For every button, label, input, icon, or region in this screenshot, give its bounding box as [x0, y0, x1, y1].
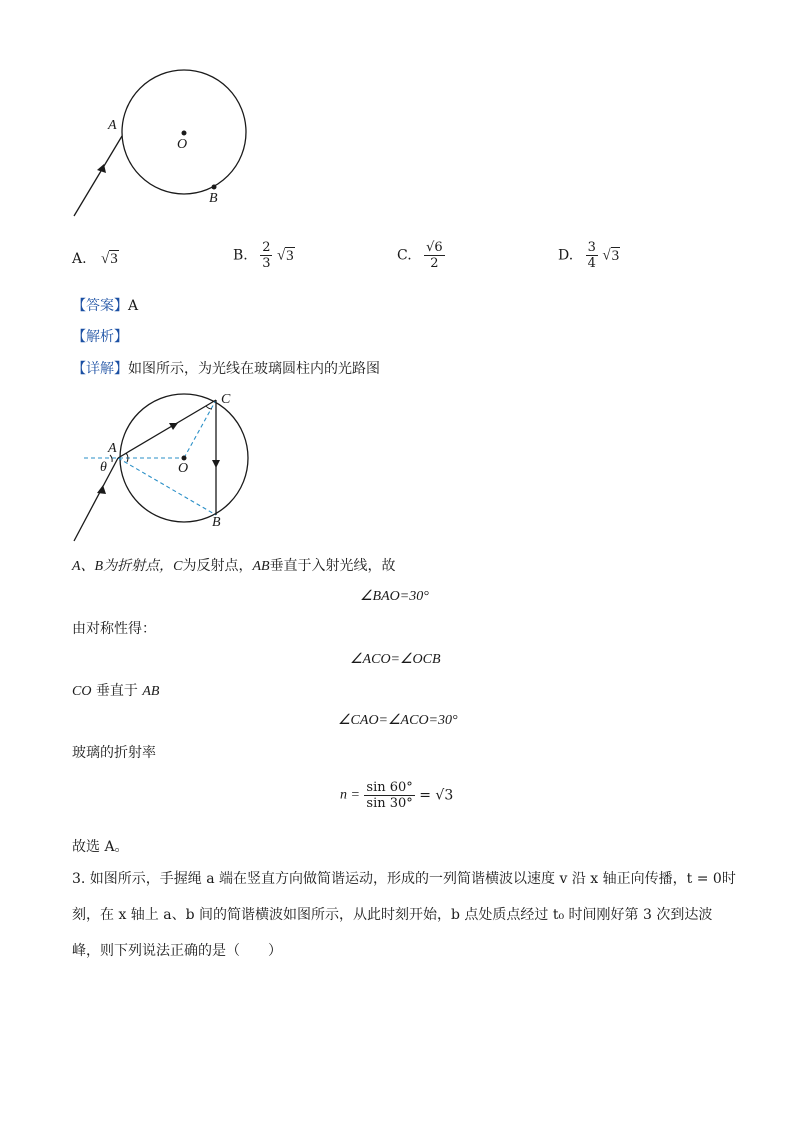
l1-mid: 为反射点，	[182, 558, 253, 574]
option-b-denominator: 3	[262, 256, 271, 271]
option-d-denominator: 4	[587, 256, 596, 271]
incident-arrow-icon	[97, 485, 106, 494]
equation-3: ∠CAO=∠ACO=30°	[338, 713, 458, 728]
option-c-denominator: 2	[430, 256, 439, 271]
detail-label: 【详解】	[72, 361, 128, 377]
fig2-label-a: A	[108, 441, 117, 456]
option-d-numerator: 3	[587, 240, 596, 255]
center-point	[182, 131, 187, 136]
fig2-label-b: B	[212, 515, 221, 530]
option-b: B. $\frac{2}{3}$ √3	[233, 240, 294, 271]
l3-co: CO	[72, 684, 92, 699]
eq4-numerator: sin 60°	[366, 780, 413, 795]
analysis-label: 【解析】	[72, 329, 128, 345]
ob-dashed	[118, 458, 216, 515]
explanation-line-5: 故选 A。	[72, 839, 129, 855]
eq4-rhs: = √3	[419, 787, 454, 804]
figure-1-diagram	[60, 60, 260, 225]
answer-line	[72, 297, 138, 315]
eq4-denominator: sin 30°	[366, 796, 413, 811]
option-c-numerator: √6	[426, 240, 443, 255]
option-d-radicand: 3	[611, 247, 620, 264]
question-3-line-3: 峰，则下列说法正确的是（ ）	[72, 943, 282, 959]
explanation-line-1	[72, 557, 396, 576]
answer-value: A	[128, 298, 139, 314]
l3-ab: AB	[142, 684, 160, 699]
option-b-letter: B.	[233, 247, 248, 264]
refracted-ray-ac	[118, 400, 216, 458]
option-d: D. $\frac{3}{4}$ √3	[558, 240, 620, 271]
explanation-line-2: 由对称性得：	[72, 621, 156, 637]
option-a: A. √3	[72, 251, 118, 267]
point-b	[212, 185, 217, 190]
fig1-label-o: O	[177, 137, 188, 152]
detail-text: 如图所示，为光线在玻璃圆柱内的光路图	[128, 361, 380, 377]
option-c	[397, 240, 445, 271]
question-3-line-1: 3. 如图所示，手握绳 a 端在竖直方向做简谐运动，形成的一列简谐横波以速度 v 沿 x 轴正向传播，t = 0时	[72, 871, 736, 887]
incident-ray-2	[74, 458, 118, 541]
center-point-2	[182, 456, 187, 461]
option-a-radicand: 3	[110, 251, 118, 267]
option-b-radicand: 3	[286, 247, 294, 264]
fig2-label-o: O	[178, 461, 189, 476]
equation-2: ∠ACO=∠OCB	[350, 652, 441, 667]
l3-mid: 垂直于	[91, 683, 143, 699]
equation-1: ∠BAO=30°	[360, 589, 429, 604]
option-a-letter: A.	[72, 251, 87, 267]
l1-pre: A、B为折射点，	[72, 559, 174, 574]
fig2-label-theta: θ	[100, 460, 107, 475]
option-c-letter: C.	[397, 247, 412, 264]
analysis-line	[72, 328, 128, 346]
l1-c: C	[173, 559, 183, 574]
l1-ab: AB	[252, 559, 270, 574]
option-d-letter: D.	[558, 247, 574, 264]
detail-line	[72, 360, 380, 378]
reflected-arrow-icon	[212, 460, 220, 468]
option-b-numerator: 2	[262, 240, 271, 255]
fig1-label-a: A	[108, 118, 117, 133]
l1-post: 垂直于入射光线，故	[269, 558, 396, 574]
fig2-label-c: C	[221, 392, 231, 407]
question-3-line-2: 刻，在 x 轴上 a、b 间的简谐横波如图所示，从此时刻开始，b 点处质点经过 t₀ 时间刚好第 3 次到达波	[72, 907, 713, 923]
explanation-line-4: 玻璃的折射率	[72, 745, 156, 761]
fig1-label-b: B	[209, 191, 218, 206]
explanation-line-3	[72, 682, 159, 701]
eq4-lhs: n =	[340, 787, 360, 803]
angle-arc-c	[206, 406, 212, 409]
equation-4	[340, 780, 453, 811]
incident-ray	[74, 136, 122, 216]
figure-2-light-path-diagram	[60, 385, 270, 550]
answer-label: 【答案】	[72, 298, 128, 314]
